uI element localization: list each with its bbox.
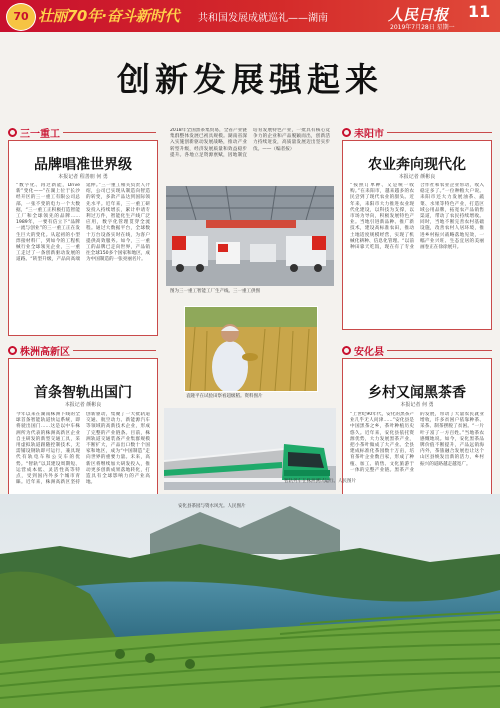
article-leiyang <box>342 140 492 330</box>
section-label-text: 耒阳市 <box>354 129 384 140</box>
section-label-text: 安化县 <box>354 347 384 358</box>
section-rule <box>387 350 492 351</box>
rice-field-illustration <box>185 307 317 391</box>
landscape-caption: 安化县茶园与资水风光。人民图片 <box>178 504 246 509</box>
header-slogan: 壮丽70年·奋斗新时代 <box>38 7 180 25</box>
location-pin-icon <box>342 128 351 137</box>
section-label-leiyang <box>342 125 492 140</box>
location-pin-icon <box>342 346 351 355</box>
page-title: 创新发展强起来 <box>117 60 383 99</box>
location-pin-icon <box>8 128 17 137</box>
tram-caption: 智轨列车在株洲测试运行。人民图片 <box>284 479 356 484</box>
article-body: “按照订单种、又是统一收购。”在耒阳市，越来越多的农民尝到了现代农业的甜头。近年来，耒阳市大力推进农业现代化建设，以科技为支撑，以市场为导向，积极发展特色产业。当地引进新品种、推广新技术，建设高标准农田，推动土地适度规模经营，实现了机械化耕种、信息化管理。“以前种田靠天吃饭，现在有了专业合作社和农业企业带动，收入稳定多了。”一位种粮大户说。耒阳市还大力发展油茶、蔬菜、水果等特色产业，打造区域公用品牌，拓宽农产品销售渠道，带动了农民持续增收。同时，当地不断完善农村基础设施，改善农村人居环境，推进乡村振兴战略落地见效，一幅产业兴旺、生态宜居的美丽画卷正在徐徐展开。 <box>350 183 484 251</box>
article-byline: 本报记者 何 勇 <box>400 402 434 408</box>
section-rule <box>387 132 492 133</box>
article-body: “数字化、再过新能，Drive新”变化——”在湖上位于长沙经开区的三一重工有限公司总部，一张不变的电力一个大数据，“三一重工正积极打造智能工厂和全球领先的品牌……1989年，一要有信立下“品牌一流与创业”的三一重工正在发生巨大的变化。从起初的小型焊接材料厂，到如今的工程机械行业全球领先企业，三一重工走过了一条创新驱动发展的道路。“转型升级，产品向高端延伸。”三一重工相关负责人介绍，公司已实现从制造向智造的转变，多款产品达到国际领先水平。近年来，三一重工研发投入持续增长，累计申请专利过万件，智能化生产线广泛应用，数字化管理贯穿全流程。通过大数据平台，全球数十万台设备实时在线，为客户提供高效服务。如今，三一重工的品牌已走向世界，产品销往全球150多个国家和地区，成为中国制造的一张亮丽名片。 <box>16 183 150 263</box>
article-sany <box>8 140 158 336</box>
tea-landscape-photo <box>0 494 500 708</box>
newspaper-name: 人民日报 <box>388 6 449 24</box>
article-byline: 本报记者 程善朋 何 勇 <box>58 174 108 180</box>
article-headline: 品牌唱准世界级 <box>34 157 132 173</box>
article-byline: 本报记者 颜彬良 <box>398 174 436 180</box>
header-subtitle: 共和国发展成就巡礼——湖南 <box>198 13 328 24</box>
article-headline: 首条智轨出国门 <box>34 385 132 401</box>
page-number: 11 <box>468 2 491 21</box>
issue-date: 2019年7月28日 星期一 <box>390 24 455 31</box>
article-headline: 乡村又闻黑茶香 <box>368 385 466 401</box>
article-body: 今年以来在湖南株洲下线的全球首条智能轨道快运系统，即将驶出国门……这是以中车株洲所为代表的株洲高新区企业自主研发的新型交通工具，采用虚拟轨道跟随控制技术，无需铺设钢轨即可运行，兼具现代有轨电车和公交车的优势。“智轨”以其建设周期短、运营成本低、灵活性高等特点，受到国内外多个城市青睐。近年来，株洲高新区坚持创新驱动，集聚了一大批轨道交通、航空动力、新能源汽车等领域的高新技术企业，形成了完整的产业链条。目前，株洲轨道交通装备产业集群规模不断扩大，产品出口数十个国家和地区，成为“中国制造”走向世界的重要力量。未来，高新区将继续加大研发投入，推动更多创新成果落地转化，打造具有全球影响力的产业高地。 <box>16 412 150 486</box>
editor-note: 2018年全国黑茶集贸易，全省产业链集群整体发展已初具规模。湖南省深入实施创新驱动发展战略，推动产业转型升级，经济发展质量和效益稳步提升。各地立足资源禀赋，因地制宜培育发展特色产业，一批具有核心竞争力的企业和产品脱颖而出，创新活力持续迸发，高质量发展迈出坚实步伐。——（编者按） <box>170 128 330 158</box>
article-body: “上世纪90年代，安化的黑茶产业几乎无人问津……”安化县是中国黑茶之乡，茶叶种植历史悠久。近年来，安化县依托资源优势，大力发展黑茶产业，把小茶叶做成了大产业。全县建成标准化茶园数十万亩，培育茶叶企业数百家，形成了种植、加工、销售、文化旅游于一体的完整产业链。黑茶产业的发展，带动了大量农民就业增收，许多贫困户依靠种茶、采茶、制茶摆脱了贫困。“一片叶子富了一方百姓。”当地茶农感慨地说。如今，安化黑茶品牌价值不断提升，产品远销海内外，茶旅融合发展也让这个山区县焕发出新的活力，乡村振兴的道路越走越宽广。 <box>350 412 484 473</box>
section-rule <box>63 132 156 133</box>
section-label-anhua <box>342 343 492 358</box>
farmer-photo <box>184 306 318 392</box>
article-byline: 本报记者 颜彬良 <box>64 402 102 408</box>
section-label-zhuzhou <box>8 343 156 358</box>
factory-photo <box>166 186 334 286</box>
farmer-caption: 袁隆平在试验田察看超级稻。资料图片 <box>186 394 263 399</box>
section-label-text: 三一重工 <box>20 129 60 140</box>
factory-caption: 图为三一重工智能工厂生产线。三一重工供图 <box>170 289 260 294</box>
factory-illustration <box>166 186 334 286</box>
section-label-sany <box>8 125 156 140</box>
anniversary-emblem: 70 <box>6 3 36 31</box>
section-label-text: 株洲高新区 <box>20 347 70 358</box>
section-rule <box>73 350 156 351</box>
page-header <box>0 0 500 32</box>
article-headline: 农业奔向现代化 <box>368 157 466 173</box>
landscape-illustration <box>0 494 500 708</box>
location-pin-icon <box>8 346 17 355</box>
